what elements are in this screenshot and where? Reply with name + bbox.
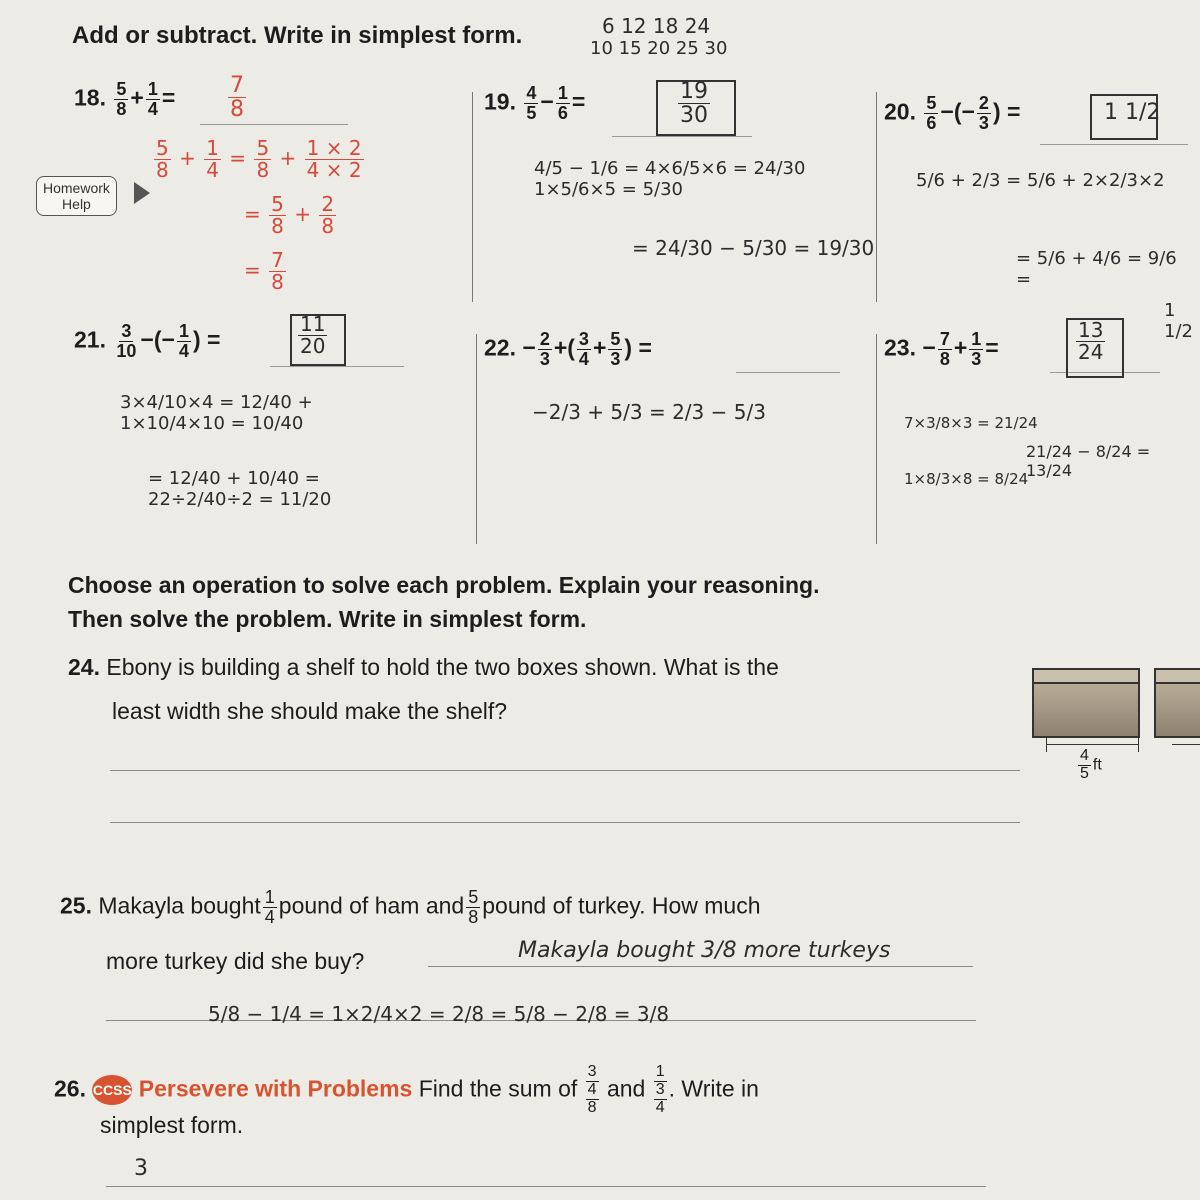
- work-23-c: 21/24 − 8/24 = 13/24: [1026, 442, 1151, 480]
- answer-23: $\frac{13}{24}$: [1078, 318, 1104, 364]
- problem-number: 20.: [884, 98, 916, 125]
- answer-19: $\frac{19}{30}$: [680, 79, 708, 129]
- work-20-line1: 5/6 + 2/3 = 5/6 + 2×2/3×2: [916, 170, 1165, 191]
- work-21-line1: 3×4/10×4 = 12/40 + 1×10/4×10 = 10/40: [120, 392, 313, 434]
- homework-help-badge[interactable]: [36, 176, 117, 216]
- divider: [476, 334, 477, 544]
- work-25: 5/8 − 1/4 = 1×2/4×2 = 2/8 = 5/8 − 2/8 = 3/8: [208, 1002, 670, 1026]
- problem-number: 21.: [74, 326, 106, 353]
- answer-25-handwritten: Makayla bought 3/8 more turkeys: [518, 938, 891, 963]
- box-illustration: [1154, 682, 1200, 738]
- divider: [472, 92, 473, 302]
- answer-line: [106, 1186, 986, 1187]
- answer-line: [1040, 144, 1188, 145]
- problem-26-text-b: . Write in: [668, 1075, 759, 1102]
- problem-number: 25.: [60, 892, 92, 919]
- answer-line: [200, 124, 348, 125]
- dimension-tick: [1046, 738, 1047, 752]
- section-heading: Add or subtract. Write in simplest form.: [72, 22, 523, 49]
- answer-line: [270, 366, 404, 367]
- problem-number: 19.: [484, 88, 516, 115]
- work-18-line2: = $\frac{5}{8}$ + $\frac{2}{8}$: [244, 192, 335, 238]
- problem-25-text-a: Makayla bought: [98, 892, 261, 919]
- dimension-line: [1172, 744, 1200, 745]
- problem-23: 23. − $\frac{7}{8}$ + $\frac{1}{3}$ =: [884, 329, 999, 369]
- problem-number: 26.: [54, 1075, 86, 1102]
- work-21-line2: = 12/40 + 10/40 = 22÷2/40÷2 = 11/20: [148, 468, 332, 510]
- persevere-title: Persevere with Problems: [138, 1075, 413, 1102]
- work-20-line2: = 5/6 + 4/6 = 9/6 =: [1016, 248, 1177, 290]
- problem-24-text: Ebony is building a shelf to hold the two boxes shown. What is the: [106, 654, 779, 680]
- work-22: −2/3 + 5/3 = 2/3 − 5/3: [532, 400, 766, 424]
- help-label: Help: [62, 196, 91, 212]
- scribble-multiples-6: 6 12 18 24: [602, 14, 711, 38]
- problem-26-line2: simplest form.: [100, 1112, 244, 1138]
- problem-26-text-a: Find the sum of: [418, 1075, 578, 1102]
- problem-number: 22.: [484, 334, 516, 361]
- answer-18: $\frac{7}{8}$: [230, 73, 244, 123]
- dimension-line: [1046, 744, 1138, 745]
- problem-number: 24.: [68, 654, 100, 680]
- problem-24-line1: [68, 654, 779, 681]
- homework-label: Homework: [43, 180, 110, 196]
- answer-line: [110, 770, 1020, 771]
- problem-25-text-c: pound of turkey. How much: [482, 892, 761, 919]
- ccss-badge: CCSS: [92, 1075, 132, 1105]
- answer-line: [110, 822, 1020, 823]
- section2-line2: Then solve the problem. Write in simplest form.: [68, 606, 587, 632]
- answer-line: [736, 372, 840, 373]
- answer-line: [428, 966, 973, 967]
- section2-line1: Choose an operation to solve each problem. Explain your reasoning.: [68, 572, 820, 598]
- dimension-label: $\frac{4}{5}$ ft: [1080, 747, 1102, 782]
- problem-22: 22. − $\frac{2}{3}$ +( $\frac{3}{4}$ + $\frac{5}{3}$ ) =: [484, 329, 652, 369]
- work-18-line1: $\frac{5}{8}$ + $\frac{1}{4}$ = $\frac{5}{8}$ + $\frac{1 \times 2}{4 \times 2}$: [156, 136, 362, 182]
- arrow-icon: [134, 182, 150, 204]
- problem-number: 18.: [74, 84, 106, 111]
- problem-21: 21. $\frac{3}{10}$ −(− $\frac{1}{4}$ ) =: [74, 321, 221, 361]
- problem-20: 20. $\frac{5}{6}$ −(− $\frac{2}{3}$ ) =: [884, 93, 1021, 133]
- work-20-line3: 1 1/2: [1164, 300, 1193, 342]
- work-26-start: 3: [134, 1156, 148, 1181]
- divider: [876, 334, 877, 544]
- dimension-tick: [1138, 738, 1139, 752]
- problem-25-line1: 25. Makayla bought $\frac{1}{4}$ pound of ham and $\frac{5}{8}$ pound of turkey. How much: [60, 887, 761, 927]
- problem-25-text-b: pound of ham and: [278, 892, 465, 919]
- problem-number: 23.: [884, 334, 916, 361]
- problem-19: 19. $\frac{4}{5}$ − $\frac{1}{6}$ =: [484, 83, 586, 123]
- work-18-line3: = $\frac{7}{8}$: [244, 248, 284, 294]
- problem-26-and: and: [606, 1075, 646, 1102]
- problem-26-line1: 26. CCSS Persevere with Problems Find the sum of 3 4 8 and 1 3 4 . Write in: [54, 1063, 759, 1116]
- work-19-line2: = 24/30 − 5/30 = 19/30: [632, 236, 875, 260]
- scribble-multiples-5: 10 15 20 25 30: [590, 38, 728, 59]
- divider: [876, 92, 877, 302]
- answer-21: $\frac{11}{20}$: [300, 312, 326, 358]
- box-illustration: [1032, 682, 1140, 738]
- problem-24-line2: least width she should make the shelf?: [112, 698, 508, 724]
- problem-25-line2: more turkey did she buy?: [106, 948, 365, 974]
- problem-18: 18. $\frac{5}{8}$ + $\frac{1}{4}$ =: [74, 79, 176, 119]
- answer-20: 1 1/2: [1104, 100, 1161, 125]
- work-23-a: 7×3/8×3 = 21/24: [904, 414, 1038, 432]
- answer-line: [612, 136, 752, 137]
- work-23-b: 1×8/3×8 = 8/24: [904, 470, 1029, 488]
- work-19-line1: 4/5 − 1/6 = 4×6/5×6 = 24/30 1×5/6×5 = 5/30: [534, 158, 806, 200]
